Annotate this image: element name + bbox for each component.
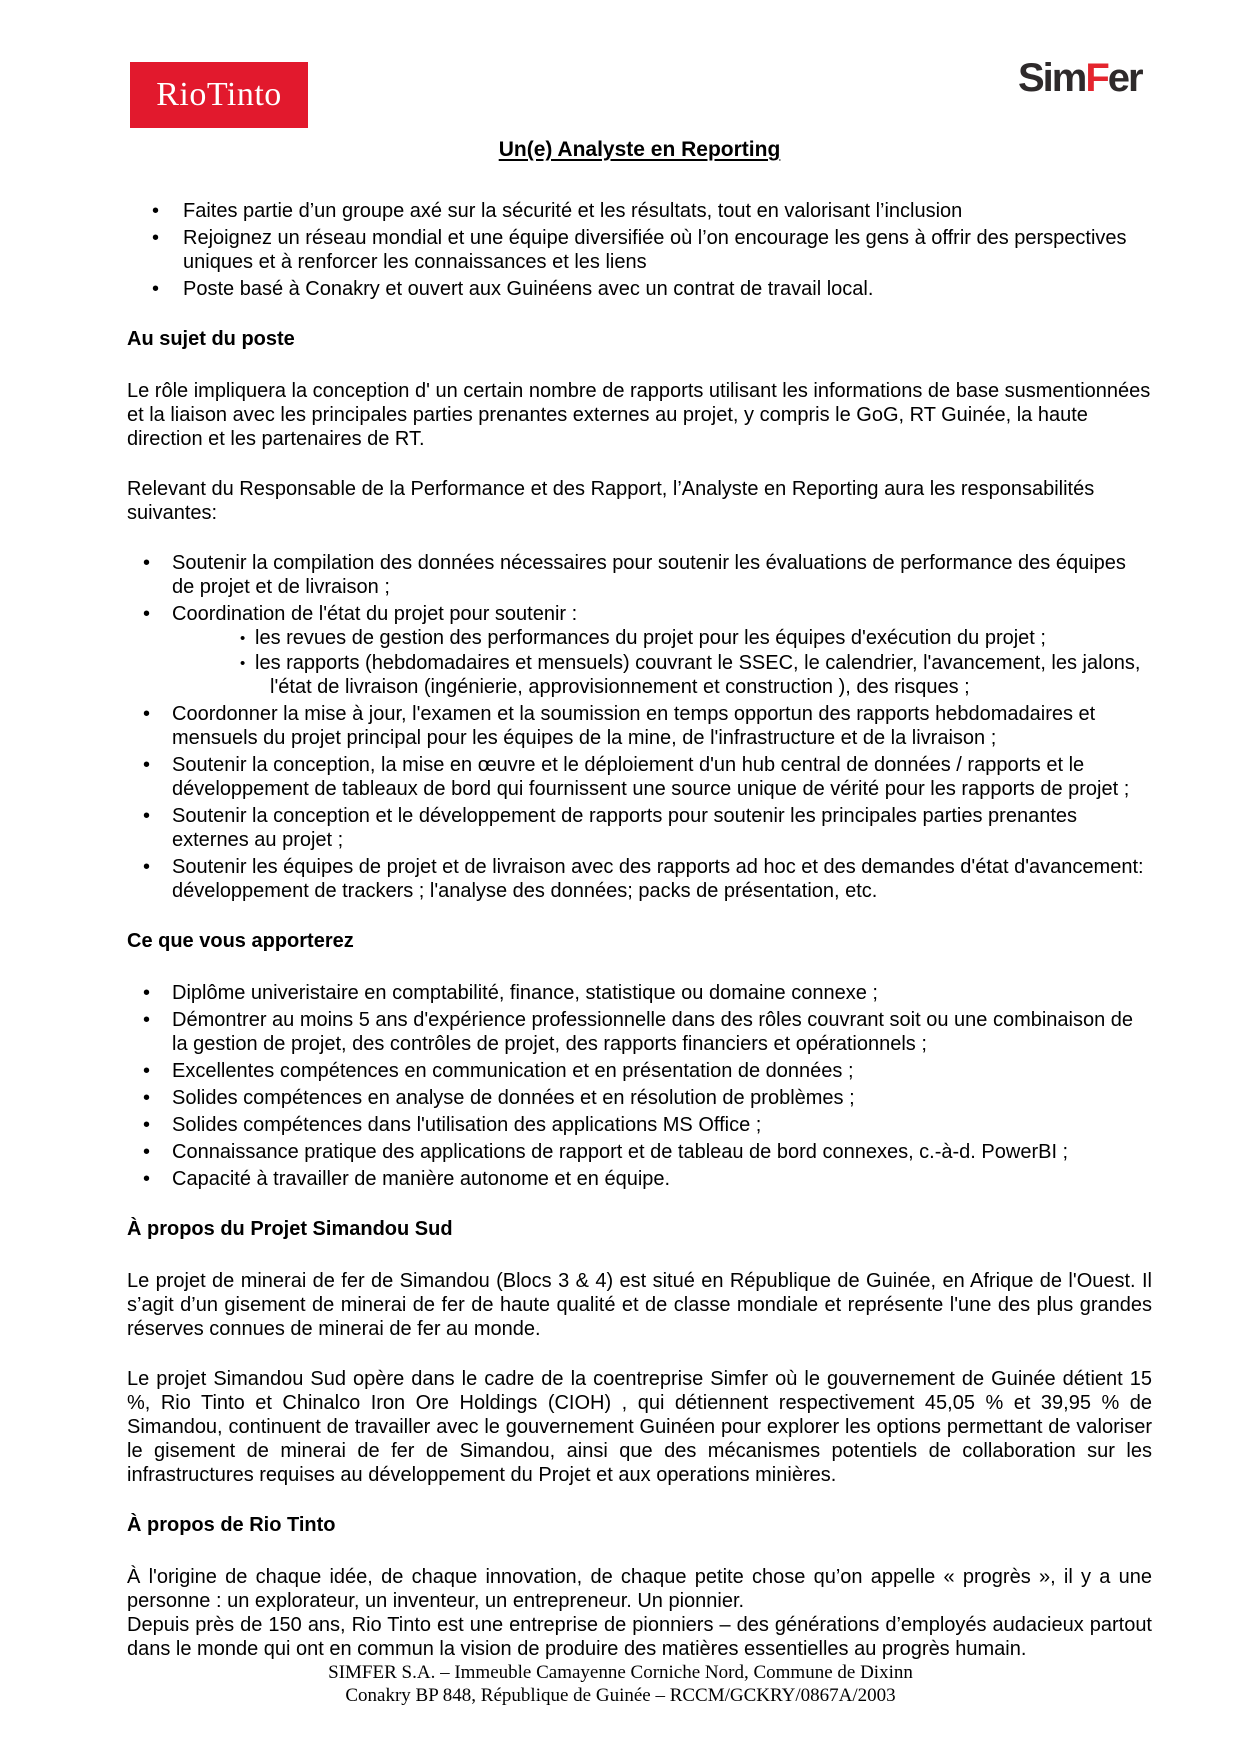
responsibility-item: • Soutenir la compilation des données nécessaires pour soutenir les évaluations de performance des équipes de projet et de livraison ; <box>127 551 1152 599</box>
section-heading-apporterez: Ce que vous apporterez <box>127 930 354 952</box>
intro-bullet: • Faites partie d’un groupe axé sur la sécurité et les résultats, tout en valorisant l’inclusion <box>127 199 1152 223</box>
paragraph-riotinto-2: Depuis près de 150 ans, Rio Tinto est une entreprise de pionniers – des générations d’employés audacieux partout dans le monde qui ont en commun la vision de produire des matières essentielles au progrès humain. <box>127 1614 1152 1660</box>
skill-item: • Solides compétences dans l'utilisation des applications MS Office ; <box>127 1113 1152 1137</box>
paragraph-role: Le rôle impliquera la conception d' un certain nombre de rapports utilisant les informations de base susmentionnées et la liaison avec les principales parties prenantes externes au projet, y compris le GoG, RT Guinée, la haute direction et les partenaires de RT. <box>127 380 1151 450</box>
section-heading-au-sujet-du-poste: Au sujet du poste <box>127 328 295 350</box>
footer-line-2: Conakry BP 848, République de Guinée – RCCM/GCKRY/0867A/2003 <box>345 1685 896 1706</box>
responsibility-item: • Coordonner la mise à jour, l'examen et la soumission en temps opportun des rapports hebdomadaires et mensuels du projet principal pour les équipes de la mine, de l'infrastructure et de la livraison ; <box>127 702 1152 750</box>
responsibility-item: • Soutenir la conception, la mise en œuvre et le déploiement d'un hub central de données / rapports et le développement de tableaux de bord qui fournissent une source unique de vérité pour les rapports de projet ; <box>127 753 1152 801</box>
responsibility-item-text: Coordination de l'état du projet pour soutenir : <box>172 603 578 625</box>
section-heading-simandou: À propos du Projet Simandou Sud <box>127 1218 453 1240</box>
skill-item: • Diplôme univeristaire en comptabilité, finance, statistique ou domaine connexe ; <box>127 981 1152 1005</box>
skill-item: • Excellentes compétences en communication et en présentation de données ; <box>127 1059 1152 1083</box>
intro-list <box>127 199 1152 301</box>
paragraph-relevant: Relevant du Responsable de la Performance et des Rapport, l’Analyste en Reporting aura les responsabilités suivantes: <box>127 478 1095 524</box>
responsibilities-list <box>127 551 1152 903</box>
riotinto-logo <box>130 62 308 128</box>
page-title: Un(e) Analyste en Reporting <box>498 138 781 161</box>
responsibility-item: • Soutenir les équipes de projet et de livraison avec des rapports ad hoc et des demandes d'état d'avancement: développement de trackers ; l'analyse des données; packs de présentation, etc. <box>127 855 1152 903</box>
section-heading-riotinto: À propos de Rio Tinto <box>127 1514 336 1536</box>
responsibilities-sublist <box>172 626 1152 699</box>
paragraph-simandou-2: Le projet Simandou Sud opère dans le cadre de la coentreprise Simfer où le gouvernement de Guinée détient 15 %, Rio Tinto et Chinalco Iron Ore Holdings (CIOH) , qui détiennent respectivement 45,05 % et 39,95 % de Simandou, continuent de travailler avec le gouvernement Guinéen pour explorer les options permettant de valoriser le gisement de minerai de fer de Simandou, ainsi que des mécanismes potentiels de collaboration sur les infrastructures requises au développement du Projet et aux operations minières. <box>127 1368 1152 1486</box>
simfer-logo-sim: Sim <box>1018 56 1086 100</box>
paragraph-riotinto-1: À l'origine de chaque idée, de chaque innovation, de chaque petite chose qu’on appelle « progrès », il y a une personne : un explorateur, un inventeur, un entrepreneur. Un pionnier. <box>127 1566 1152 1612</box>
simfer-logo-er: er <box>1107 56 1142 100</box>
intro-bullet: • Poste basé à Conakry et ouvert aux Guinéens avec un contrat de travail local. <box>127 277 1152 301</box>
responsibility-subitem: • les rapports (hebdomadaires et mensuels) couvrant le SSEC, le calendrier, l'avancement, les jalons, l'état de livraison (ingénierie, approvisionnement et construction ), des risques ; <box>172 651 1152 699</box>
responsibility-subitem: • les revues de gestion des performances du projet pour les équipes d'exécution du projet ; <box>172 626 1152 650</box>
simfer-logo <box>1018 58 1142 98</box>
footer <box>0 1661 1241 1707</box>
skill-item: • Solides compétences en analyse de données et en résolution de problèmes ; <box>127 1086 1152 1110</box>
intro-bullet: • Rejoignez un réseau mondial et une équipe diversifiée où l’on encourage les gens à offrir des perspectives uniques et à renforcer les connaissances et les liens <box>127 226 1152 274</box>
responsibility-item: • Soutenir la conception et le développement de rapports pour soutenir les principales parties prenantes externes au projet ; <box>127 804 1152 852</box>
skill-item: • Capacité à travailler de manière autonome et en équipe. <box>127 1167 1152 1191</box>
paragraph-simandou-1: Le projet de minerai de fer de Simandou (Blocs 3 & 4) est situé en République de Guinée, en Afrique de l'Ouest. Il s’agit d’un gisement de minerai de fer de haute qualité et de classe mondiale et représente l'une des plus grandes réserves connues de minerai de fer au monde. <box>127 1270 1152 1340</box>
simfer-logo-f: F <box>1085 56 1108 100</box>
skill-item: • Connaissance pratique des applications de rapport et de tableau de bord connexes, c.-à-d. PowerBI ; <box>127 1140 1152 1164</box>
skills-list <box>127 981 1152 1191</box>
skill-item: • Démontrer au moins 5 ans d'expérience professionnelle dans des rôles couvrant soit ou une combinaison de la gestion de projet, des contrôles de projet, des rapports financiers et opérationnels ; <box>127 1008 1152 1056</box>
riotinto-logo-text: RioTinto <box>156 76 282 113</box>
responsibility-item <box>127 602 1152 699</box>
footer-line-1: SIMFER S.A. – Immeuble Camayenne Corniche Nord, Commune de Dixinn <box>328 1662 913 1683</box>
